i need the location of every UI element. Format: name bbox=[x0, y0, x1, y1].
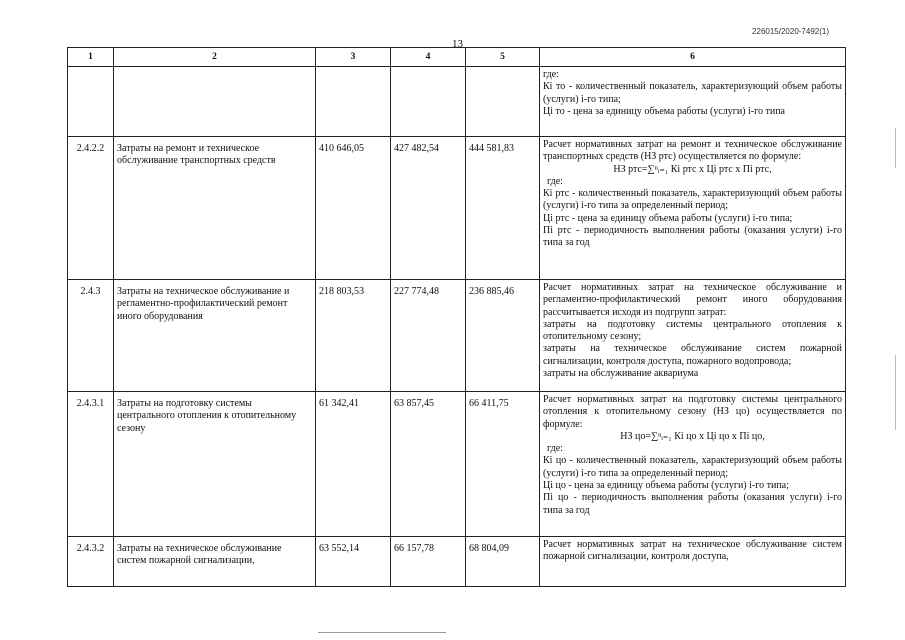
footer-rule bbox=[318, 632, 446, 633]
description-line: НЗ цо=∑ⁿᵢ₌₁ Кі цо x Ці цо x Пі цо, bbox=[620, 430, 765, 442]
description-line: Ці цо - цена за единицу объема работы (услуги) і-го типа; bbox=[543, 480, 789, 492]
description-line: Пі цо - периодичность выполнения работы (оказания услуги) і-го типа за год bbox=[543, 492, 842, 516]
value-year-3 bbox=[466, 67, 540, 137]
description-line: Расчет нормативных затрат на техническое обслуживание систем пожарной сигнализации, контроля доступа, bbox=[543, 539, 842, 563]
table-row bbox=[68, 137, 846, 280]
description-line: Расчет нормативных затрат на техническое обслуживание и регламентно-профилактический ремонт иного оборудования рассчитывается исходя из подгрупп затрат: bbox=[543, 282, 842, 318]
row-name: Затраты на ремонт и техническое обслуживание транспортных средств bbox=[114, 137, 316, 280]
row-description bbox=[540, 67, 846, 137]
value-year-1: 218 803,53 bbox=[316, 280, 391, 392]
value-year-1: 61 342,41 bbox=[316, 392, 391, 537]
value-year-2: 63 857,45 bbox=[391, 392, 466, 537]
table-row bbox=[68, 537, 846, 587]
description-line: Пі ртс - периодичность выполнения работы (оказания услуги) і-го типа за год bbox=[543, 225, 842, 249]
row-description bbox=[540, 392, 846, 537]
header-row bbox=[68, 48, 846, 67]
row-name: Затраты на техническое обслуживание и регламентно-профилактический ремонт иного оборудования bbox=[114, 280, 316, 392]
row-code: 2.4.3.1 bbox=[68, 392, 114, 537]
value-year-2: 427 482,54 bbox=[391, 137, 466, 280]
value-year-2 bbox=[391, 67, 466, 137]
value-year-2: 227 774,48 bbox=[391, 280, 466, 392]
row-code: 2.4.3 bbox=[68, 280, 114, 392]
header-col-6: 6 bbox=[540, 48, 846, 67]
row-code: 2.4.3.2 bbox=[68, 537, 114, 587]
scan-mark bbox=[895, 355, 896, 430]
description-line: Кі цо - количественный показатель, характеризующий объем работы (услуги) і-го типа за определенный период; bbox=[543, 455, 842, 479]
table-row bbox=[68, 67, 846, 137]
row-description bbox=[540, 537, 846, 587]
table-row bbox=[68, 392, 846, 537]
cost-table bbox=[67, 47, 846, 587]
row-description bbox=[540, 137, 846, 280]
description-line: затраты на обслуживание аквариума bbox=[543, 368, 699, 380]
description-line: Расчет нормативных затрат на подготовку системы центрального отопления к отопительному сезону (НЗ цо) осуществляется по формуле: bbox=[543, 394, 842, 430]
description-line: НЗ ртс=∑ⁿᵢ₌₁ Кі ртс x Ці ртс x Пі ртс, bbox=[613, 163, 772, 175]
row-name bbox=[114, 67, 316, 137]
description-line: Расчет нормативных затрат на ремонт и техническое обслуживание транспортных средств (НЗ ртс) осуществляется по формуле: bbox=[543, 139, 842, 163]
value-year-1 bbox=[316, 67, 391, 137]
header-col-2: 2 bbox=[114, 48, 316, 67]
row-name: Затраты на техническое обслуживание систем пожарной сигнализации, bbox=[114, 537, 316, 587]
row-code bbox=[68, 67, 114, 137]
description-line: затраты на техническое обслуживание систем пожарной сигнализации, контроля доступа, пожарного водопровода; bbox=[543, 343, 842, 367]
value-year-3: 444 581,83 bbox=[466, 137, 540, 280]
table-row bbox=[68, 280, 846, 392]
scan-mark bbox=[895, 128, 896, 168]
header-col-1: 1 bbox=[68, 48, 114, 67]
page-number: 13 bbox=[452, 38, 463, 50]
value-year-1: 63 552,14 bbox=[316, 537, 391, 587]
value-year-3: 236 885,46 bbox=[466, 280, 540, 392]
description-line: затраты на подготовку системы центрального отопления к отопительному сезону; bbox=[543, 318, 842, 343]
header-col-5: 5 bbox=[466, 48, 540, 67]
value-year-3: 66 411,75 bbox=[466, 392, 540, 537]
header-col-3: 3 bbox=[316, 48, 391, 67]
header-col-4: 4 bbox=[391, 48, 466, 67]
row-name: Затраты на подготовку системы центрального отопления к отопительному сезону bbox=[114, 392, 316, 537]
description-line: Ці то - цена за единицу объема работы (услуги) і-го типа bbox=[543, 105, 785, 117]
description-line: где: bbox=[547, 443, 563, 455]
description-line: где: bbox=[547, 175, 563, 187]
document-id: 226015/2020-7492(1) bbox=[752, 27, 829, 36]
value-year-2: 66 157,78 bbox=[391, 537, 466, 587]
description-line: Кі ртс - количественный показатель, характеризующий объем работы (услуги) і-го типа за определенный период; bbox=[543, 188, 842, 212]
row-code: 2.4.2.2 bbox=[68, 137, 114, 280]
value-year-1: 410 646,05 bbox=[316, 137, 391, 280]
value-year-3: 68 804,09 bbox=[466, 537, 540, 587]
row-description bbox=[540, 280, 846, 392]
description-line: Кі то - количественный показатель, характеризующий объем работы (услуги) і-го типа; bbox=[543, 81, 842, 105]
description-line: где: bbox=[543, 69, 559, 80]
description-line: Ці ртс - цена за единицу объема работы (услуги) і-го типа; bbox=[543, 212, 793, 224]
